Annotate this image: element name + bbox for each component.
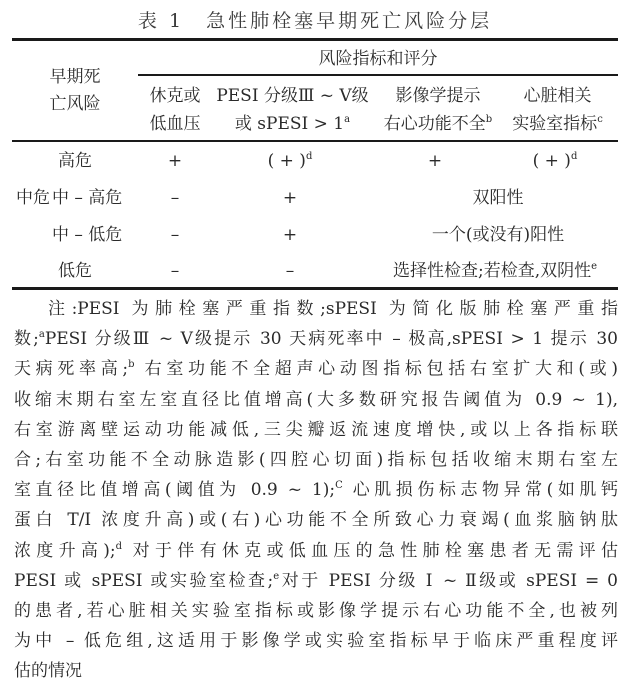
note-line	[14, 324, 618, 354]
column-header-line	[210, 113, 375, 135]
note-line	[14, 596, 618, 626]
column-header-line: 休克或	[149, 86, 201, 106]
column-header-line	[378, 113, 498, 135]
note-text: 收缩末期右室左室直径比值增高(大多数研究报告阈值为 0.9 ~ 1),	[14, 389, 618, 410]
note-text: 蛋白 T/I 浓度升高)或(右)心功能不全所致心力衰竭(血浆脑钠肽	[14, 510, 618, 531]
cell-imaging-lab: 一个(或没有)阳性	[431, 225, 565, 245]
note-text: 天病死率高;	[14, 359, 129, 380]
column-header-text: 或 sPESI > 1	[234, 114, 345, 134]
note-text: 右室游离壁运动功能减低,三尖瓣返流速度增快,或以上各指标联	[14, 419, 618, 440]
note-line	[14, 536, 618, 566]
cell-pesi: –	[285, 261, 295, 281]
column-header-line	[500, 113, 615, 135]
note-text: 的患者,若心脏相关实验室指标或影像学提示右心功能不全,也被列	[14, 601, 618, 622]
footnote-marker: e	[591, 261, 598, 272]
footnote-marker: b	[128, 359, 135, 371]
footnote-marker: a	[344, 114, 351, 125]
row-header	[30, 66, 120, 115]
note-text: 注:PESI 为肺栓塞严重指数;sPESI 为简化版肺栓塞严重指	[48, 299, 618, 319]
note-text: PESI 或 sPESI 或实验室检查;	[14, 570, 274, 591]
cell-shock: –	[170, 261, 180, 281]
note-text: 右室功能不全超声心动图指标包括右室扩大和(或)	[134, 359, 618, 380]
table-title	[0, 6, 630, 33]
note-line	[14, 656, 618, 686]
note-text: 对于 PESI 分级 Ⅰ ~ Ⅱ级或 sPESI = 0	[279, 570, 618, 591]
footnote-marker: c	[597, 114, 603, 125]
column-header-text: 右心功能不全	[383, 114, 486, 134]
note-text: 合;右室功能不全动脉造影(四腔心切面)指标包括收缩末期右室左	[14, 450, 618, 471]
footnote-marker: a	[38, 329, 45, 341]
table-number: 表 1	[137, 10, 185, 32]
footnote-marker: d	[570, 151, 578, 162]
cell-imaging: +	[427, 151, 443, 171]
row-header-line-1: 早期死	[49, 67, 101, 87]
footnote-marker: d	[115, 540, 122, 552]
group-header: 风险指标和评分	[318, 49, 438, 69]
cell-pesi: +	[282, 188, 298, 208]
note-text: PESI 分级Ⅲ ~ Ⅴ级提示 30 天病死率中 – 极高,sPESI > 1 提示 30	[44, 329, 618, 350]
footnote-marker: C	[335, 480, 343, 492]
note-text: 估的情况	[14, 661, 82, 682]
note-text: 数;	[14, 329, 39, 350]
cell-lab	[515, 150, 595, 172]
risk-level: 中 – 低危	[52, 225, 123, 245]
note-text: 浓度升高);	[14, 540, 116, 561]
column-header-line: 低血压	[149, 114, 201, 134]
note-line	[14, 566, 618, 596]
risk-level: 低危	[58, 261, 92, 281]
footnote-marker: e	[273, 570, 280, 582]
cell-text: ( + )	[267, 151, 306, 171]
note-line	[14, 385, 618, 415]
column-header-line: PESI 分级Ⅲ ~ Ⅴ级	[216, 86, 369, 106]
note-line	[14, 294, 618, 324]
note-text: 室直径比值增高(阈值为 0.9 ~ 1);	[14, 480, 336, 501]
note-text: 为中 – 低危组,这适用于影像学或实验室指标早于临床严重程度评	[14, 631, 618, 652]
note-line	[14, 415, 618, 445]
note-line	[14, 445, 618, 475]
column-header-line: 心脏相关	[523, 86, 592, 106]
column-header-pesi	[210, 85, 375, 135]
risk-level: 中 – 高危	[52, 188, 123, 208]
cell-text: ( + )	[532, 151, 571, 171]
cell-text: 选择性检查;若检查,双阴性	[392, 261, 592, 281]
top-rule	[12, 38, 618, 41]
column-header-lab	[500, 85, 615, 135]
row-header-line-2: 亡风险	[49, 94, 101, 114]
column-header-line: 影像学提示	[395, 86, 481, 106]
footnote-marker: d	[305, 151, 313, 162]
note-line	[14, 354, 618, 384]
note-line	[14, 475, 618, 505]
cell-imaging-lab	[370, 260, 620, 282]
cell-shock: –	[170, 188, 180, 208]
note-line	[14, 626, 618, 656]
note-text: 对于伴有休克或低血压的急性肺栓塞患者无需评估	[121, 540, 618, 561]
column-header-shock	[135, 85, 215, 135]
note-text: 心肌损伤标志物异常(如肌钙	[342, 480, 618, 501]
footnote-marker: b	[485, 114, 493, 125]
column-header-text: 实验室指标	[512, 114, 598, 134]
table-title-text: 急性肺栓塞早期死亡风险分层	[206, 10, 493, 32]
header-bottom-rule	[12, 140, 618, 142]
column-header-imaging	[378, 85, 498, 135]
group-header-rule	[138, 74, 618, 76]
risk-group: 中危	[16, 188, 50, 208]
cell-pesi: +	[282, 225, 298, 245]
risk-level: 高危	[58, 151, 92, 171]
cell-shock: –	[170, 225, 180, 245]
bottom-rule	[12, 287, 618, 290]
cell-shock: +	[167, 151, 183, 171]
cell-pesi	[250, 150, 330, 172]
note-line	[14, 505, 618, 535]
cell-imaging-lab: 双阳性	[472, 188, 524, 208]
table-notes	[14, 294, 618, 687]
